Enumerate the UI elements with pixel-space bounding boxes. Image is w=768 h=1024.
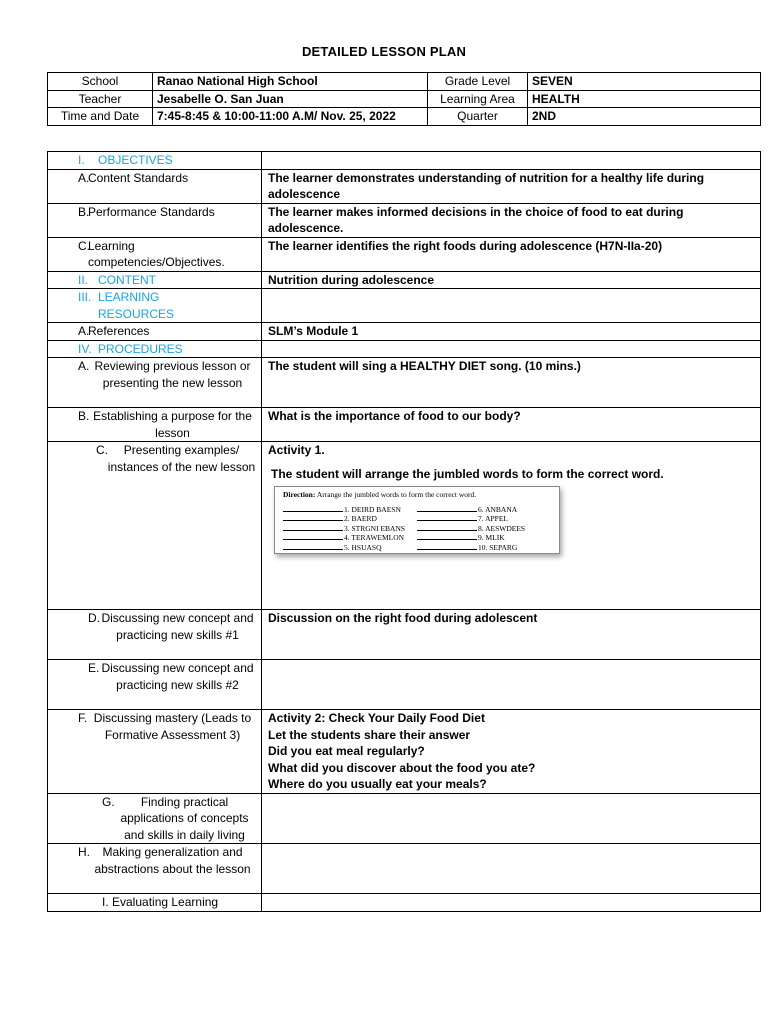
content-standards-value: The learner demonstrates understanding of nutrition for a healthy life during adolescence	[262, 169, 761, 203]
row-procedure-e: E. Discussing new concept and practicing new skills #2	[48, 660, 761, 710]
row-procedure-d: D. Discussing new concept and practicing new skills #1 Discussion on the right food during adolescent	[48, 610, 761, 660]
row-objectives	[48, 152, 761, 170]
header-row-teacher	[48, 90, 761, 108]
jumbled-word-item: 8. AESWDEES	[417, 524, 551, 534]
grade-level-label: Grade Level	[428, 73, 528, 91]
row-procedure-c: C. Presenting examples/ instances of the new lesson Activity 1. The student will arrange the jumbled words to form the correct word. Direction: Arrange the jumbled words to form the correct word. 1. DEIRD BAESN 2. BAERD 3. STRGNI EBANS 4. TERAWEMLON 5. HSUASQ 6. ANBANA 7. APPEL 8. AESWDEES 9. MLIK 10. SEPARG	[48, 442, 761, 610]
competencies-value: The learner identifies the right foods during adolescence (H7N-IIa-20)	[262, 237, 761, 271]
learning-resources-heading: LEARNING RESOURCES	[98, 290, 175, 321]
row-references: A. References SLM’s Module 1	[48, 323, 761, 341]
procedure-g-value	[262, 793, 761, 844]
school-value: Ranao National High School	[153, 73, 428, 91]
jumbled-words-image: Direction: Arrange the jumbled words to form the correct word. 1. DEIRD BAESN 2. BAERD 3. STRGNI EBANS 4. TERAWEMLON 5. HSUASQ 6. ANBANA 7. APPEL 8. AESWDEES 9. MLIK 10. SEPARG	[274, 486, 560, 554]
procedure-c-label: Presenting examples/ instances of the new lesson	[107, 443, 256, 474]
content-value: Nutrition during adolescence	[262, 271, 761, 289]
header-row-time	[48, 108, 761, 126]
activity-2-title: Activity 2: Check Your Daily Food Diet	[268, 711, 485, 725]
procedure-d-value: Discussion on the right food during adolescent	[262, 610, 761, 660]
learning-area-value: HEALTH	[528, 90, 761, 108]
jumbled-word-item: 7. APPEL	[417, 514, 551, 524]
performance-standards-label: Performance Standards	[88, 204, 215, 219]
school-label: School	[48, 73, 153, 91]
procedure-g-label: Finding practical applications of concepts and skills in daily living	[120, 794, 249, 842]
references-label: References	[88, 324, 150, 338]
procedure-e-value	[262, 660, 761, 710]
learning-resources-value	[262, 289, 761, 323]
procedure-f-value	[262, 710, 761, 794]
procedure-a-value: The student will sing a HEALTHY DIET song. (10 mins.)	[262, 358, 761, 408]
activity-2-line: Where do you usually eat your meals?	[268, 777, 487, 791]
jumbled-words-left-column	[283, 505, 417, 553]
jumbled-word-item: 5. HSUASQ	[283, 543, 417, 553]
jumbled-word-item: 1. DEIRD BAESN	[283, 505, 417, 515]
procedures-heading: PROCEDURES	[98, 341, 183, 356]
document-title: DETAILED LESSON PLAN	[301, 44, 467, 59]
activity-2-line: Let the students share their answer	[268, 727, 471, 742]
quarter-value: 2ND	[528, 108, 761, 126]
grade-level-value: SEVEN	[528, 73, 761, 91]
procedure-f-label: Discussing mastery (Leads to Formative Assessment 3)	[93, 711, 252, 742]
activity-1-title: Activity 1.	[268, 443, 325, 457]
time-date-value: 7:45-8:45 & 10:00-11:00 A.M/ Nov. 25, 2022	[153, 108, 428, 126]
jumbled-word-item: 3. STRGNI EBANS	[283, 524, 417, 534]
jumbled-words-right-column	[417, 505, 551, 553]
jumbled-word-item: 9. MLIK	[417, 533, 551, 543]
row-procedure-i: I. Evaluating Learning	[48, 894, 761, 912]
row-procedure-f: F. Discussing mastery (Leads to Formative Assessment 3) Activity 2: Check Your Daily Food Diet Let the students share their answer Did you eat meal regularly? What did you discover about the food you ate? Where do you usually eat your meals?	[48, 710, 761, 794]
lesson-plan-table	[47, 151, 761, 912]
teacher-value: Jesabelle O. San Juan	[153, 90, 428, 108]
jumbled-word-item: 6. ANBANA	[417, 505, 551, 515]
row-procedures: IV. PROCEDURES	[48, 340, 761, 358]
objectives-value	[262, 152, 761, 170]
procedure-c-value	[262, 442, 761, 610]
jumbled-word-item: 2. BAERD	[283, 514, 417, 524]
row-competencies: C. Learning competencies/Objectives. The learner identifies the right foods during adolescence (H7N-IIa-20)	[48, 237, 761, 271]
procedure-e-label: Discussing new concept and practicing new skills #2	[101, 661, 254, 692]
procedure-i-label: Evaluating Learning	[112, 895, 219, 909]
activity-1-instruction: The student will arrange the jumbled words to form the correct word.	[271, 466, 664, 481]
row-procedure-a: A. Reviewing previous lesson or presenting the new lesson The student will sing a HEALTHY DIET song. (10 mins.)	[48, 358, 761, 408]
content-heading: CONTENT	[98, 272, 156, 287]
content-standards-label: Content Standards	[88, 170, 189, 185]
procedure-b-label: Establishing a purpose for the lesson	[93, 409, 252, 440]
references-value: SLM’s Module 1	[262, 323, 761, 341]
jumbled-word-item: 4. TERAWEMLON	[283, 533, 417, 543]
header-row-school	[48, 73, 761, 91]
procedure-b-value: What is the importance of food to our body?	[262, 408, 761, 442]
quarter-label: Quarter	[428, 108, 528, 126]
procedure-h-label: Making generalization and abstractions about the lesson	[94, 845, 251, 876]
time-date-label: Time and Date	[48, 108, 153, 126]
activity-2-line: Did you eat meal regularly?	[268, 744, 425, 758]
row-procedure-g: G. Finding practical applications of concepts and skills in daily living	[48, 793, 761, 844]
procedure-d-label: Discussing new concept and practicing new skills #1	[101, 611, 254, 642]
row-procedure-b: B. Establishing a purpose for the lesson What is the importance of food to our body?	[48, 408, 761, 442]
teacher-label: Teacher	[48, 90, 153, 108]
objectives-heading: I. OBJECTIVES	[48, 152, 262, 170]
competencies-label: Learning competencies/Objectives.	[88, 238, 225, 269]
row-content-standards: A. Content Standards The learner demonstrates understanding of nutrition for a healthy life during adolescence	[48, 169, 761, 203]
row-procedure-h: H. Making generalization and abstractions about the lesson	[48, 844, 761, 894]
jumbled-word-item: 10. SEPARG	[417, 543, 551, 553]
row-content: II. CONTENT Nutrition during adolescence	[48, 271, 761, 289]
procedure-i-value	[262, 894, 761, 912]
learning-area-label: Learning Area	[428, 90, 528, 108]
row-performance-standards: B. Performance Standards The learner makes informed decisions in the choice of food to eat during adolescence.	[48, 203, 761, 237]
row-learning-resources: III. LEARNING RESOURCES	[48, 289, 761, 323]
procedures-value	[262, 340, 761, 358]
header-info-table	[47, 72, 761, 126]
procedure-a-label: Reviewing previous lesson or presenting the new lesson	[94, 359, 251, 390]
activity-2-line: What did you discover about the food you ate?	[268, 760, 536, 775]
performance-standards-value: The learner makes informed decisions in the choice of food to eat during adolescence.	[262, 203, 761, 237]
procedure-h-value	[262, 844, 761, 894]
